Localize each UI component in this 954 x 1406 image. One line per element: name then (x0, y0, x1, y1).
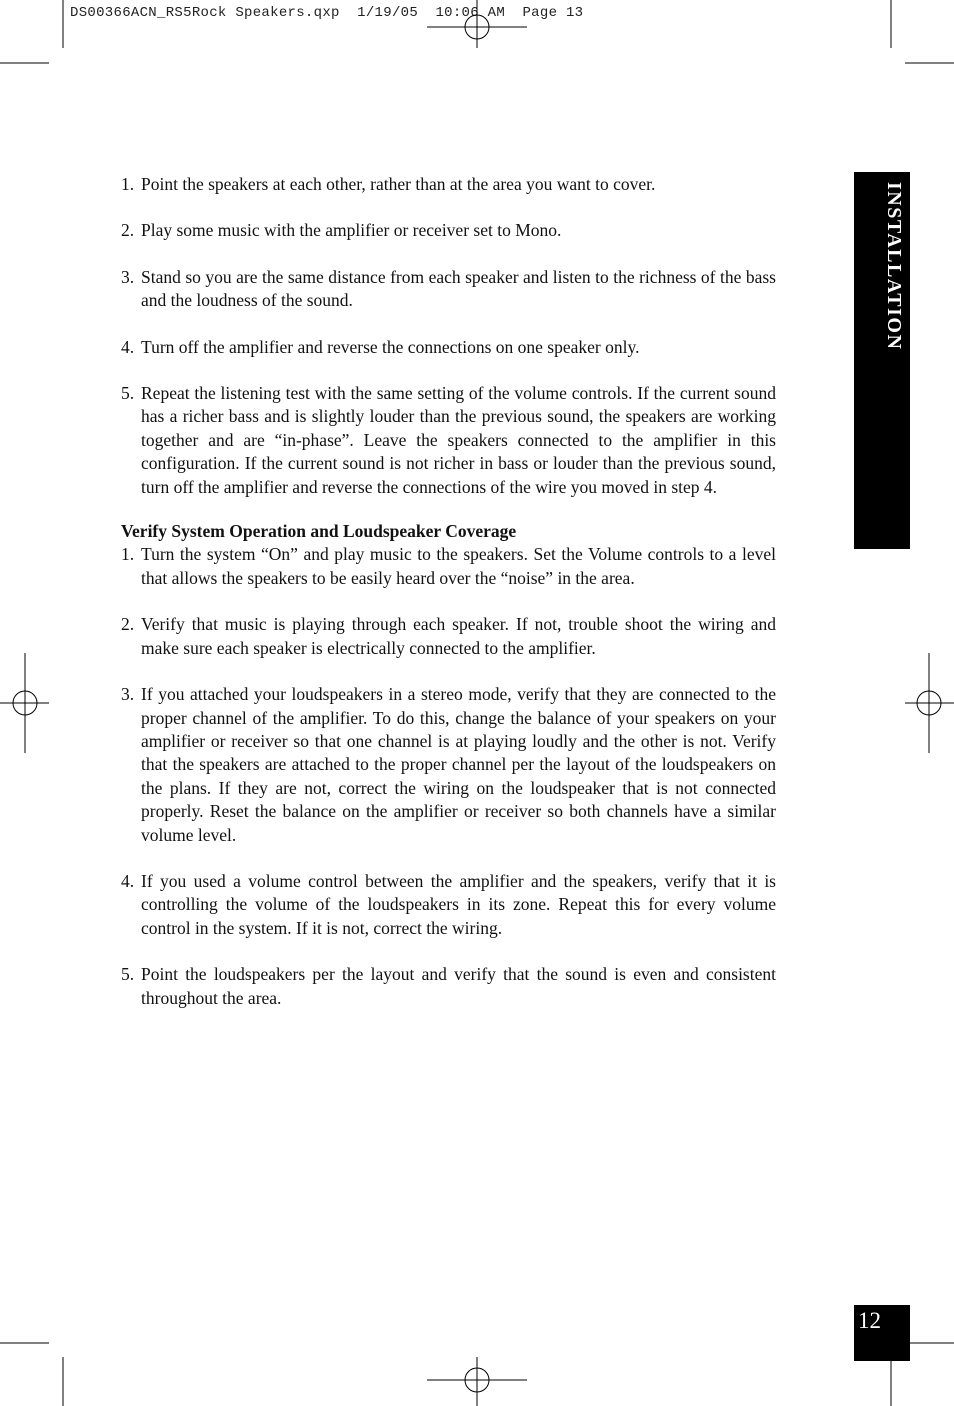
section-tab (854, 172, 910, 549)
list-item: 5. Point the loudspeakers per the layout and verify that the sound is even and consistent throughout the area. (121, 964, 776, 1008)
section-heading: Verify System Operation and Loudspeaker Coverage (121, 521, 517, 542)
list-item: 1. Turn the system “On” and play music to the speakers. Set the Volume controls to a level that allows the speakers to be easily heard over the “noise” in the area. (121, 544, 776, 588)
list-item: 3. If you attached your loudspeakers in a stereo mode, verify that they are connected to the proper channel of the amplifier. To do this, change the balance of your speakers on your amplifier or receiver so that one channel is at playing loudly and the other is not. Verify that the speakers are attached to the proper channel per the layout of the loudspeakers on the plans. If they are not, correct the wiring on the loudspeaker that is not connected properly. Reset the balance on the amplifier or receiver so both channels have a similar volume level. (121, 684, 776, 845)
page-number: 12 (858, 1308, 881, 1333)
registration-target-right (905, 653, 954, 753)
list-item: 4. If you used a volume control between the amplifier and the speakers, verify that it is controlling the volume of the loudspeakers in its zone. Repeat this for every volume control in the system. If it is not, correct the wiring. (121, 870, 776, 938)
section-tab-label: INSTALLATION (883, 182, 905, 351)
registration-target-top (427, 0, 527, 48)
list-item: 4. Turn off the amplifier and reverse the connections on one speaker only. (121, 336, 640, 357)
registration-target-bottom (427, 1357, 527, 1406)
registration-target-left (0, 653, 49, 753)
list-item: 2. Play some music with the amplifier or receiver set to Mono. (121, 220, 562, 241)
page-number-box (854, 1305, 910, 1361)
list-item: 1. Point the speakers at each other, rather than at the area you want to cover. (121, 174, 656, 194)
list-item: 2. Verify that music is playing through each speaker. If not, trouble shoot the wiring and make sure each speaker is electrically connected to the amplifier. (121, 614, 776, 658)
list-item: 5. Repeat the listening test with the same setting of the volume controls. If the current sound has a richer bass and is slightly louder than the previous sound, the speakers are working together and are “in-phase”. Leave the speakers connected to the amplifier in this configuration. If the current sound is not richer in bass or louder than the previous sound, turn off the amplifier and reverse the connections of the wire you moved in step 4. (121, 383, 776, 497)
print-slug: DS00366ACN_RS5Rock Speakers.qxp 1/19/05 10:06 AM Page 13 (70, 5, 584, 21)
main-content (121, 173, 776, 1010)
list-item: 3. Stand so you are the same distance from each speaker and listen to the richness of the bass and the loudness of the sound. (121, 266, 776, 311)
